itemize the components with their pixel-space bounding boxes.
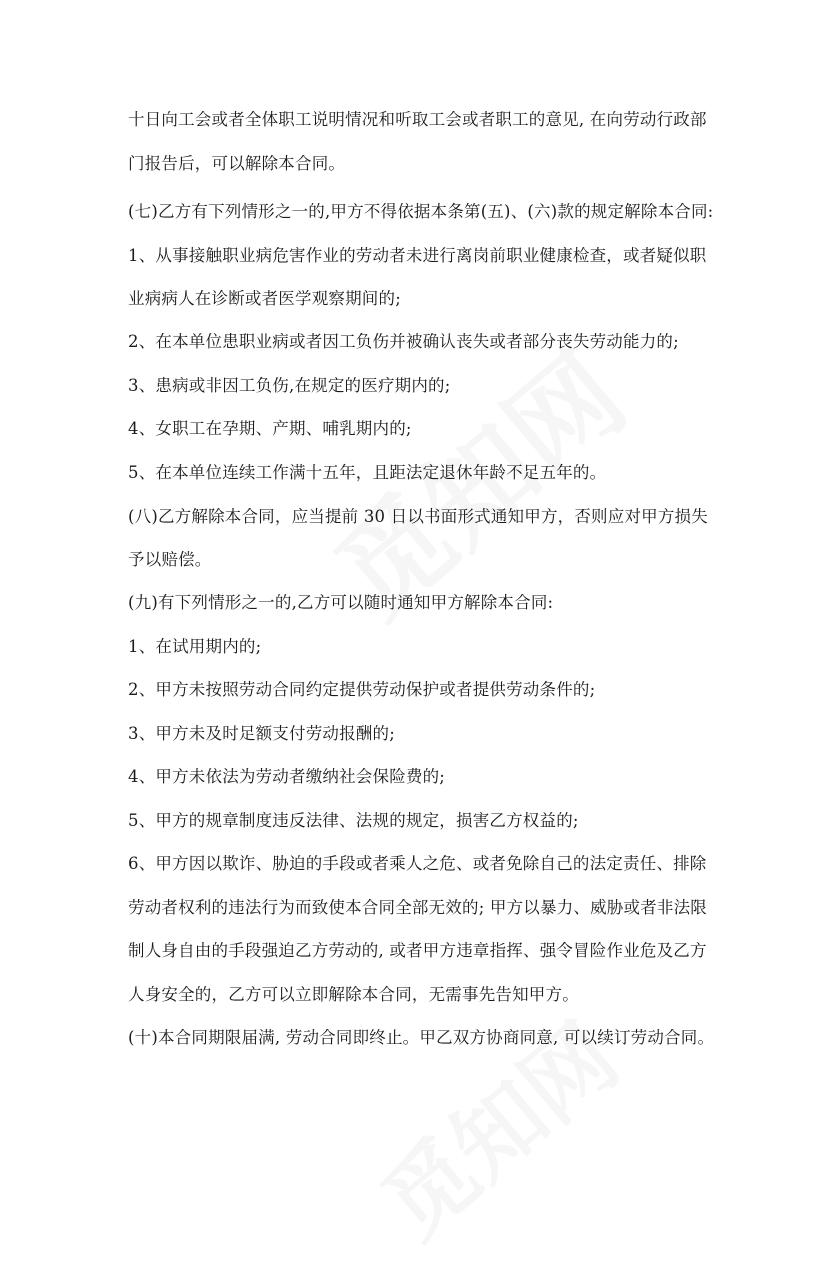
text-line: 4、女职工在孕期、产期、哺乳期内的;: [128, 419, 412, 438]
text-line: 4、甲方未依法为劳动者缴纳社会保险费的;: [128, 767, 446, 786]
text-line: 3、甲方未及时足额支付劳动报酬的;: [128, 724, 395, 743]
text-line: 1、在试用期内的;: [128, 637, 262, 656]
text-line: 2、在本单位患职业病或者因工负伤并被确认丧失或者部分丧失劳动能力的;: [128, 332, 679, 351]
text-line: 2、甲方未按照劳动合同约定提供劳动保护或者提供劳动条件的;: [128, 680, 596, 699]
text-line: 劳动者权利的违法行为而致使本合同全部无效的; 甲方以暴力、威胁或者非法限: [128, 898, 708, 917]
text-line: (七)乙方有下列情形之一的,甲方不得依据本条第(五)、(六)款的规定解除本合同:: [128, 202, 714, 221]
text-line: (十)本合同期限届满, 劳动合同即终止。甲乙双方协商同意, 可以续订劳动合同。: [128, 1028, 715, 1047]
text-line: 5、在本单位连续工作满十五年，且距法定退休年龄不足五年的。: [128, 463, 607, 482]
text-line: 1、从事接触职业病危害作业的劳动者未进行离岗前职业健康检查，或者疑似职: [128, 246, 707, 265]
text-line: 门报告后，可以解除本合同。: [128, 154, 346, 173]
text-line: (八)乙方解除本合同，应当提前 30 日以书面形式通知甲方，否则应对甲方损失: [128, 507, 708, 526]
text-line: 予以赔偿。: [128, 550, 212, 569]
text-line: (九)有下列情形之一的,乙方可以随时通知甲方解除本合同:: [128, 593, 554, 612]
text-line: 业病病人在诊断或者医学观察期间的;: [128, 289, 401, 308]
text-line: 5、甲方的规章制度违反法律、法规的规定，损害乙方权益的;: [128, 811, 579, 830]
text-line: 人身安全的，乙方可以立即解除本合同，无需事先告知甲方。: [128, 985, 579, 1004]
text-line: 6、甲方因以欺诈、胁迫的手段或者乘人之危、或者免除自己的法定责任、排除: [128, 854, 707, 873]
text-line: 3、患病或非因工负伤,在规定的医疗期内的;: [128, 376, 451, 395]
text-line: 十日向工会或者全体职工说明情况和听取工会或者职工的意见, 在向劳动行政部: [128, 110, 707, 129]
text-line: 制人身自由的手段强迫乙方劳动的, 或者甲方违章指挥、强令冒险作业危及乙方: [128, 941, 707, 960]
